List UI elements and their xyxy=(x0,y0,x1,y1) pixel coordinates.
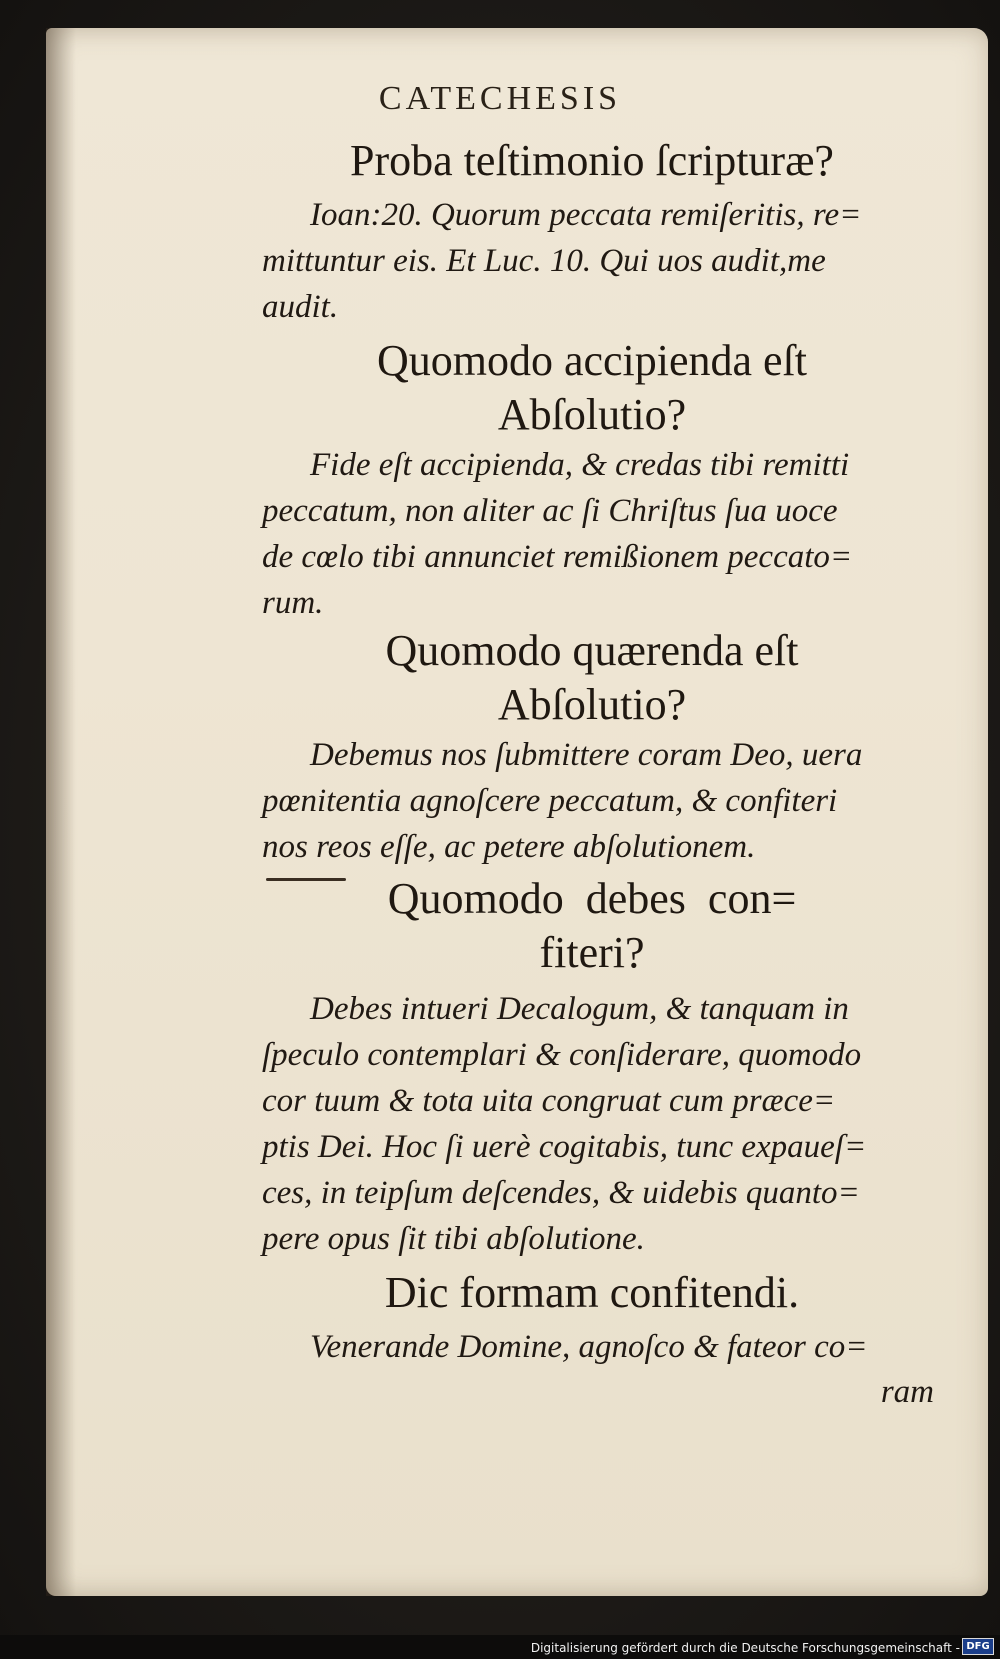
heading-line: Abſolutio? xyxy=(497,680,687,729)
section-body xyxy=(262,732,934,870)
body-line: pere opus ſit tibi abſolutione. xyxy=(262,1221,645,1257)
section-heading xyxy=(262,1266,922,1320)
body-line: cor tuum & tota uita congruat cum præce= xyxy=(262,1083,836,1119)
body-line: de cœlo tibi annunciet remißionem peccato= xyxy=(262,539,853,575)
body-line: ces, in teipſum deſcendes, & uidebis quanto= xyxy=(262,1175,860,1211)
heading-line: Quomodo accipienda eſt xyxy=(376,336,808,385)
body-line: pœnitentia agnoſcere peccatum, & confiteri xyxy=(262,783,838,819)
body-line: ſpeculo contemplari & conſiderare, quomodo xyxy=(262,1037,862,1073)
body-line: Debes intueri Decalogum, & tanquam in xyxy=(310,991,849,1027)
catchword: ram xyxy=(880,1374,934,1410)
body-line: Debemus nos ſubmittere coram Deo, uera xyxy=(310,737,863,773)
body-line: ptis Dei. Hoc ſi uerè cogitabis, tunc expaueſ= xyxy=(262,1129,867,1165)
body-line: Venerande Domine, agnoſco & fateor co= xyxy=(310,1329,868,1365)
body-line: audit. xyxy=(262,289,339,325)
section-heading xyxy=(262,872,922,980)
body-line: peccatum, non aliter ac ſi Chriſtus ſua uoce xyxy=(262,493,838,529)
section-body xyxy=(262,192,934,330)
dfg-logo-icon[interactable]: DFG xyxy=(962,1638,994,1655)
heading-line: Quomodo debes con= xyxy=(387,874,797,923)
body-line: rum. xyxy=(262,585,324,621)
heading-line: Abſolutio? xyxy=(497,390,687,439)
heading-line: Proba teſtimonio ſcripturæ? xyxy=(350,136,834,185)
section-body xyxy=(262,442,934,626)
running-head: CATECHESIS xyxy=(378,80,622,117)
body-line: Ioan:20. Quorum peccata remiſeritis, re= xyxy=(310,197,862,233)
heading-line: Dic formam confitendi. xyxy=(384,1268,800,1317)
digitization-footer xyxy=(0,1635,1000,1659)
section-heading xyxy=(262,624,922,732)
body-line: mittuntur eis. Et Luc. 10. Qui uos audit,me xyxy=(262,243,826,279)
body-line: Fide eſt accipienda, & credas tibi remitti xyxy=(310,447,850,483)
footer-credit: Digitalisierung gefördert durch die Deutsche Forschungsgemeinschaft - xyxy=(530,1641,960,1655)
heading-line: Quomodo quærenda eſt xyxy=(385,626,799,675)
section-heading xyxy=(262,334,922,442)
heading-line: fiteri? xyxy=(539,928,645,977)
section-body xyxy=(262,986,934,1262)
section-heading xyxy=(262,134,922,188)
section-body xyxy=(262,1324,934,1370)
body-line: nos reos eſſe, ac petere abſolutionem. xyxy=(262,829,756,865)
